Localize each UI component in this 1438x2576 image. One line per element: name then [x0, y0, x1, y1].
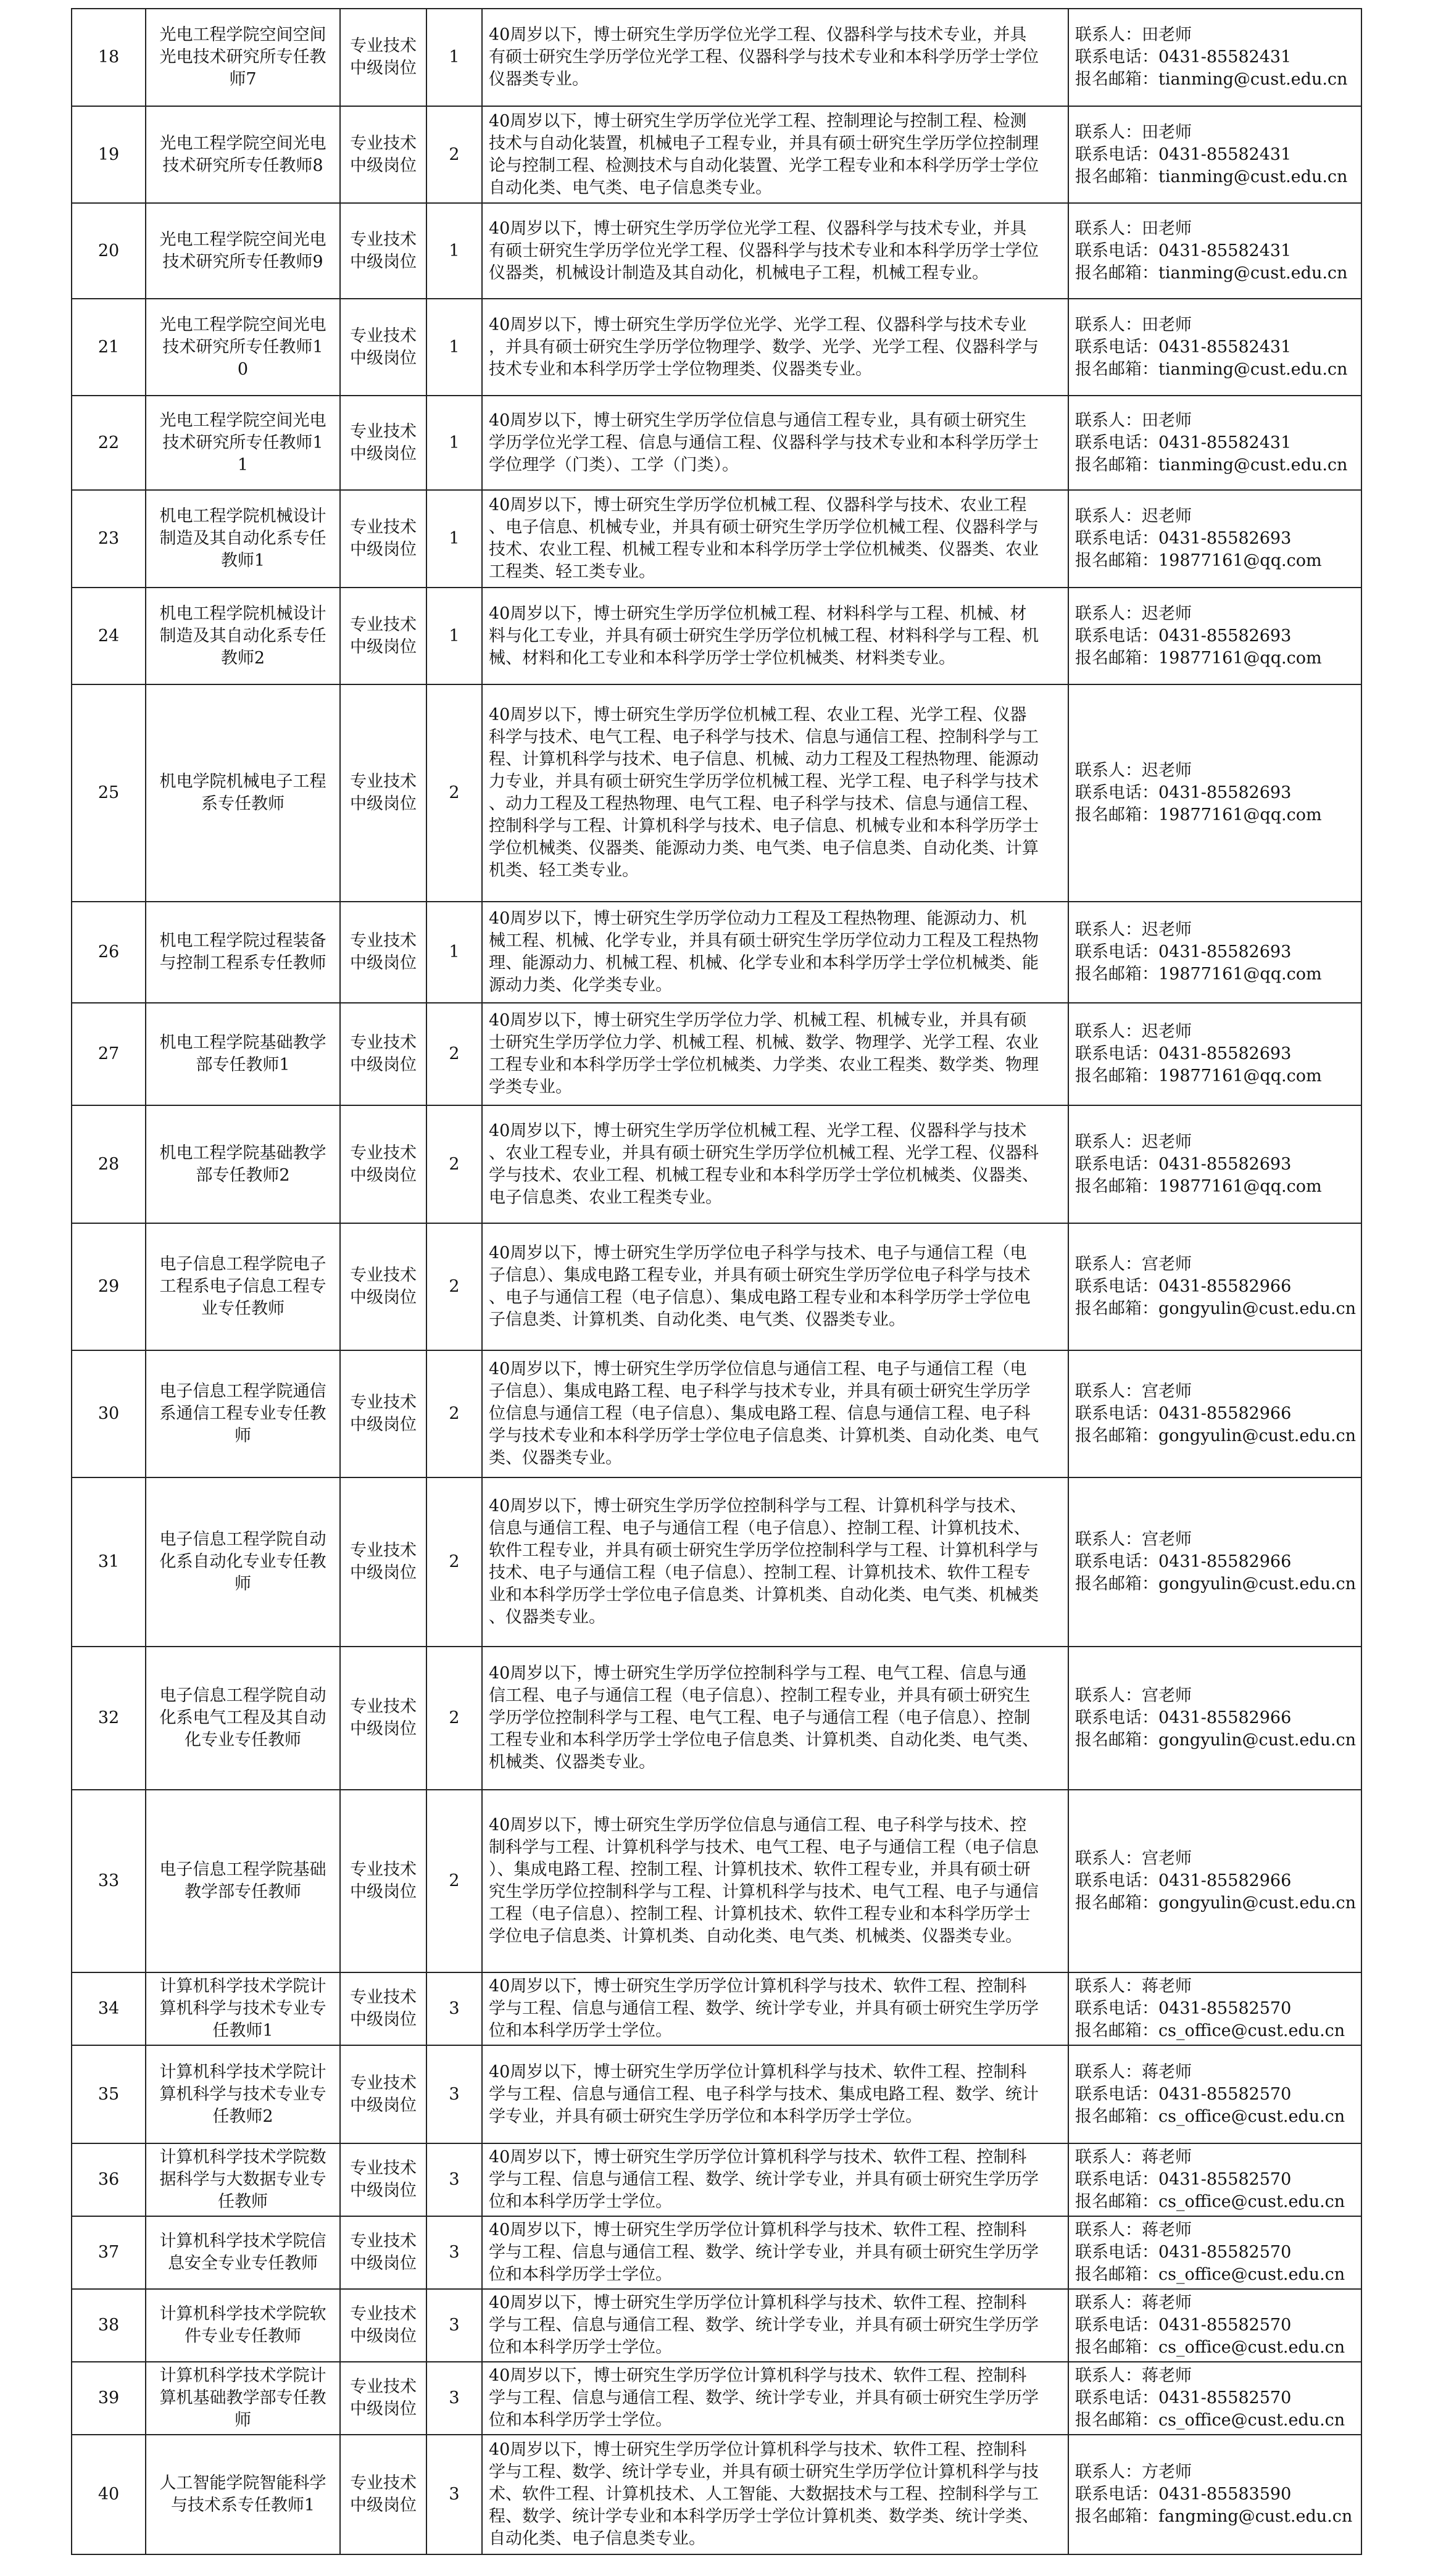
contact-phone: 联系电话：0431-85582966: [1075, 1708, 1292, 1727]
contact-email[interactable]: 报名邮箱：gongyulin@cust.edu.cn: [1075, 1893, 1357, 1913]
contact-person: 联系人：宫老师: [1075, 1255, 1192, 1274]
position-type: 专业技术 中级岗位: [340, 2289, 426, 2362]
requirement-text: 40周岁以下，博士研究生学历学位光学工程、控制理论与控制工程、检测 技术与自动化装置，机械电子工程专业，并具有硕士研究生学历学位控制理 论与控制工程、检测技术与自动化装置、光学工程专业和本科学历学士学位 自动化类、电气类、电子信息类专业。: [482, 106, 1068, 203]
table-row: [72, 106, 1361, 203]
table-row: [72, 1647, 1361, 1790]
position-name: 光电工程学院空间光电 技术研究所专任教师1 0: [146, 299, 340, 396]
requirement-text: 40周岁以下，博士研究生学历学位动力工程及工程热物理、能源动力、机 械工程、机械、化学专业，并具有硕士研究生学历学位动力工程及工程热物 理、能源动力、机械工程、机械、化学专业和本科学历学士学位机械类、能 源动力类、化学类专业。: [482, 902, 1068, 1003]
position-type: 专业技术 中级岗位: [340, 299, 426, 396]
row-number: 23: [72, 490, 146, 588]
table-body: [72, 9, 1361, 2554]
position-name: 电子信息工程学院电子 工程系电子信息工程专 业专任教师: [146, 1223, 340, 1350]
contact-info: [1068, 2216, 1361, 2289]
row-number: 39: [72, 2362, 146, 2435]
contact-person: 联系人：方老师: [1075, 2462, 1192, 2482]
position-name: 计算机科学技术学院计 算机基础教学部专任教 师: [146, 2362, 340, 2435]
position-type: 专业技术 中级岗位: [340, 2435, 426, 2554]
position-type: 专业技术 中级岗位: [340, 1105, 426, 1223]
table-row: [72, 490, 1361, 588]
requirement-text: 40周岁以下，博士研究生学历学位计算机科学与技术、软件工程、控制科 学与工程、信息与通信工程、数学、统计学专业，并具有硕士研究生学历学 位和本科学历学士学位。: [482, 2362, 1068, 2435]
hiring-count: 2: [426, 1223, 482, 1350]
table-row: [72, 299, 1361, 396]
hiring-count: 1: [426, 299, 482, 396]
row-number: 33: [72, 1790, 146, 1972]
contact-phone: 联系电话：0431-85582431: [1075, 337, 1292, 357]
requirement-text: 40周岁以下，博士研究生学历学位信息与通信工程专业，具有硕士研究生 学历学位光学工程、信息与通信工程、仪器科学与技术专业和本科学历学士 学位理学（门类）、工学（门类）。: [482, 396, 1068, 490]
requirement-text: 40周岁以下，博士研究生学历学位光学、光学工程、仪器科学与技术专业 ，并具有硕士研究生学历学位物理学、数学、光学、光学工程、仪器科学与 技术专业和本科学历学士学位物理类、仪器类专业。: [482, 299, 1068, 396]
position-name: 机电工程学院基础教学 部专任教师1: [146, 1003, 340, 1105]
position-name: 光电工程学院空间空间 光电技术研究所专任教 师7: [146, 9, 340, 106]
position-name: 计算机科学技术学院计 算机科学与技术专业专 任教师1: [146, 1972, 340, 2045]
hiring-count: 3: [426, 2143, 482, 2216]
contact-person: 联系人：蒋老师: [1075, 2366, 1192, 2385]
requirement-text: 40周岁以下，博士研究生学历学位计算机科学与技术、软件工程、控制科 学与工程、信息与通信工程、数学、统计学专业，并具有硕士研究生学历学 位和本科学历学士学位。: [482, 2289, 1068, 2362]
contact-info: [1068, 684, 1361, 902]
contact-person: 联系人：迟老师: [1075, 507, 1192, 526]
hiring-count: 1: [426, 203, 482, 299]
table-row: [72, 9, 1361, 106]
contact-person: 联系人：宫老师: [1075, 1849, 1192, 1868]
hiring-count: 3: [426, 2435, 482, 2554]
contact-info: [1068, 396, 1361, 490]
row-number: 32: [72, 1647, 146, 1790]
contact-info: [1068, 2289, 1361, 2362]
position-name: 电子信息工程学院自动 化系自动化专业专任教 师: [146, 1477, 340, 1647]
position-type: 专业技术 中级岗位: [340, 2216, 426, 2289]
position-type: 专业技术 中级岗位: [340, 1223, 426, 1350]
position-type: 专业技术 中级岗位: [340, 684, 426, 902]
position-name: 电子信息工程学院基础 教学部专任教师: [146, 1790, 340, 1972]
requirement-text: 40周岁以下，博士研究生学历学位机械工程、光学工程、仪器科学与技术 、农业工程专业，并具有硕士研究生学历学位机械工程、光学工程、仪器科 学与技术、农业工程、机械工程专业和本科学历学士学位机械类、仪器类、 电子信息类、农业工程类专业。: [482, 1105, 1068, 1223]
contact-person: 联系人：迟老师: [1075, 761, 1192, 780]
requirement-text: 40周岁以下，博士研究生学历学位光学工程、仪器科学与技术专业，并具 有硕士研究生学历学位光学工程、仪器科学与技术专业和本科学历学士学位 仪器类专业。: [482, 9, 1068, 106]
row-number: 25: [72, 684, 146, 902]
hiring-count: 1: [426, 490, 482, 588]
contact-person: 联系人：宫老师: [1075, 1530, 1192, 1549]
contact-phone: 联系电话：0431-85582966: [1075, 1871, 1292, 1890]
contact-person: 联系人：田老师: [1075, 315, 1192, 334]
table-row: [72, 203, 1361, 299]
table-row: [72, 1350, 1361, 1477]
row-number: 24: [72, 588, 146, 684]
contact-person: 联系人：田老师: [1075, 218, 1192, 238]
position-type: 专业技术 中级岗位: [340, 1972, 426, 2045]
contact-email[interactable]: 报名邮箱：cs_office@cust.edu.cn: [1075, 2338, 1345, 2357]
requirement-text: 40周岁以下，博士研究生学历学位机械工程、材料科学与工程、机械、材 料与化工专业，并具有硕士研究生学历学位机械工程、材料科学与工程、机 械、材料和化工专业和本科学历学士学位机械类、材料类专业。: [482, 588, 1068, 684]
contact-email[interactable]: 报名邮箱：cs_office@cust.edu.cn: [1075, 2411, 1345, 2430]
contact-info: [1068, 902, 1361, 1003]
contact-info: [1068, 2362, 1361, 2435]
requirement-text: 40周岁以下，博士研究生学历学位控制科学与工程、电气工程、信息与通 信工程、电子与通信工程（电子信息）、控制工程专业，并具有硕士研究生 学历学位控制科学与工程、电气工程、电子与通信工程（电子信息）、控制 工程专业和本科学历学士学位电子信息类、计算机类、自动化类、电气类、 机械类、仪器类专业。: [482, 1647, 1068, 1790]
position-name: 计算机科学技术学院软 件专业专任教师: [146, 2289, 340, 2362]
contact-info: [1068, 1223, 1361, 1350]
requirement-text: 40周岁以下，博士研究生学历学位信息与通信工程、电子与通信工程（电 子信息）、集成电路工程、电子科学与技术专业，并具有硕士研究生学历学 位信息与通信工程（电子信息）、集成电路工程、信息与通信工程、电子科 学与技术专业和本科学历学士学位电子信息类、计算机类、自动化类、电气 类、仪器类专业。: [482, 1350, 1068, 1477]
requirement-text: 40周岁以下，博士研究生学历学位计算机科学与技术、软件工程、控制科 学与工程、信息与通信工程、电子科学与技术、集成电路工程、数学、统计 学专业，并具有硕士研究生学历学位和本科学历学士学位。: [482, 2045, 1068, 2143]
hiring-count: 1: [426, 9, 482, 106]
position-name: 光电工程学院空间光电 技术研究所专任教师1 1: [146, 396, 340, 490]
hiring-count: 3: [426, 2289, 482, 2362]
contact-email[interactable]: 报名邮箱：19877161@qq.com: [1075, 1176, 1322, 1196]
contact-email[interactable]: 报名邮箱：cs_office@cust.edu.cn: [1075, 2192, 1345, 2211]
row-number: 31: [72, 1477, 146, 1647]
position-name: 计算机科学技术学院信 息安全专业专任教师: [146, 2216, 340, 2289]
row-number: 35: [72, 2045, 146, 2143]
table-row: [72, 2216, 1361, 2289]
contact-email[interactable]: 报名邮箱：19877161@qq.com: [1075, 1066, 1322, 1086]
position-type: 专业技术 中级岗位: [340, 2143, 426, 2216]
requirement-text: 40周岁以下，博士研究生学历学位机械工程、仪器科学与技术、农业工程 、电子信息、机械专业，并具有硕士研究生学历学位机械工程、仪器科学与 技术、农业工程、机械工程专业和本科学历学士学位机械类、仪器类、农业 工程类、轻工类专业。: [482, 490, 1068, 588]
table-row: [72, 1105, 1361, 1223]
table-row: [72, 396, 1361, 490]
contact-person: 联系人：蒋老师: [1075, 1977, 1192, 1996]
contact-person: 联系人：迟老师: [1075, 604, 1192, 623]
contact-email[interactable]: 报名邮箱：cs_office@cust.edu.cn: [1075, 2106, 1345, 2126]
table-row: [72, 1003, 1361, 1105]
contact-phone: 联系电话：0431-85582693: [1075, 1154, 1292, 1174]
table-row: [72, 1790, 1361, 1972]
position-type: 专业技术 中级岗位: [340, 902, 426, 1003]
contact-phone: 联系电话：0431-85582431: [1075, 433, 1292, 452]
row-number: 20: [72, 203, 146, 299]
recruitment-table: [71, 8, 1362, 2555]
contact-info: [1068, 1477, 1361, 1647]
hiring-count: 3: [426, 2045, 482, 2143]
contact-phone: 联系电话：0431-85582693: [1075, 942, 1292, 962]
contact-person: 联系人：蒋老师: [1075, 2293, 1192, 2312]
contact-email[interactable]: 报名邮箱：cs_office@cust.edu.cn: [1075, 2265, 1345, 2284]
row-number: 28: [72, 1105, 146, 1223]
position-name: 电子信息工程学院自动 化系电气工程及其自动 化专业专任教师: [146, 1647, 340, 1790]
contact-person: 联系人：迟老师: [1075, 1022, 1192, 1041]
contact-info: [1068, 1972, 1361, 2045]
contact-info: [1068, 106, 1361, 203]
contact-phone: 联系电话：0431-85582570: [1075, 2243, 1292, 2262]
contact-phone: 联系电话：0431-85582570: [1075, 1999, 1292, 2018]
table-row: [72, 902, 1361, 1003]
contact-person: 联系人：田老师: [1075, 410, 1192, 430]
contact-info: [1068, 1647, 1361, 1790]
table-row: [72, 588, 1361, 684]
hiring-count: 2: [426, 106, 482, 203]
position-type: 专业技术 中级岗位: [340, 490, 426, 588]
contact-info: [1068, 1105, 1361, 1223]
position-type: 专业技术 中级岗位: [340, 203, 426, 299]
table-row: [72, 1223, 1361, 1350]
requirement-text: 40周岁以下，博士研究生学历学位控制科学与工程、计算机科学与技术、 信息与通信工程、电子与通信工程（电子信息）、控制工程、计算机技术、 软件工程专业，并具有硕士研究生学历学位控制科学与工程、计算机科学与 技术、电子与通信工程（电子信息）、控制工程、计算机技术、软件工程专 业和本科学历学士学位电子信息类、计算机类、自动化类、电气类、机械类 、仪器类专业。: [482, 1477, 1068, 1647]
row-number: 18: [72, 9, 146, 106]
contact-phone: 联系电话：0431-85582570: [1075, 2316, 1292, 2335]
table-row: [72, 2289, 1361, 2362]
row-number: 34: [72, 1972, 146, 2045]
contact-email[interactable]: 报名邮箱：gongyulin@cust.edu.cn: [1075, 1730, 1357, 1750]
contact-phone: 联系电话：0431-85582570: [1075, 2388, 1292, 2408]
position-type: 专业技术 中级岗位: [340, 1003, 426, 1105]
hiring-count: 3: [426, 2362, 482, 2435]
row-number: 36: [72, 2143, 146, 2216]
contact-info: [1068, 9, 1361, 106]
requirement-text: 40周岁以下，博士研究生学历学位电子科学与技术、电子与通信工程（电 子信息）、集成电路工程专业，并具有硕士研究生学历学位电子科学与技术 、电子与通信工程（电子信息）、集成电路工程专业和本科学历学士学位电 子信息类、计算机类、自动化类、电气类、仪器类专业。: [482, 1223, 1068, 1350]
table-row: [72, 2143, 1361, 2216]
contact-person: 联系人：蒋老师: [1075, 2062, 1192, 2082]
row-number: 38: [72, 2289, 146, 2362]
row-number: 21: [72, 299, 146, 396]
contact-person: 联系人：宫老师: [1075, 1382, 1192, 1401]
hiring-count: 3: [426, 1972, 482, 2045]
requirement-text: 40周岁以下，博士研究生学历学位力学、机械工程、机械专业，并具有硕 士研究生学历学位力学、机械工程、机械、数学、物理学、光学工程、农业 工程专业和本科学历学士学位机械类、力学类、农业工程类、数学类、物理 学类专业。: [482, 1003, 1068, 1105]
row-number: 27: [72, 1003, 146, 1105]
contact-email[interactable]: 报名邮箱：gongyulin@cust.edu.cn: [1075, 1574, 1357, 1593]
contact-info: [1068, 1003, 1361, 1105]
hiring-count: 2: [426, 1790, 482, 1972]
position-type: 专业技术 中级岗位: [340, 9, 426, 106]
contact-email[interactable]: 报名邮箱：tianming@cust.edu.cn: [1075, 359, 1348, 379]
contact-info: [1068, 588, 1361, 684]
contact-email[interactable]: 报名邮箱：gongyulin@cust.edu.cn: [1075, 1299, 1357, 1318]
contact-info: [1068, 203, 1361, 299]
requirement-text: 40周岁以下，博士研究生学历学位机械工程、农业工程、光学工程、仪器 科学与技术、电气工程、电子科学与技术、信息与通信工程、控制科学与工 程、计算机科学与技术、电子信息、机械、动力工程及工程热物理、能源动 力专业，并具有硕士研究生学历学位机械工程、光学工程、电子科学与技术 、动力工程及工程热物理、电气工程、电子科学与技术、信息与通信工程、 控制科学与工程、计算机科学与技术、电子信息、机械专业和本科学历学士 学位机械类、仪器类、能源动力类、电气类、电子信息类、自动化类、计算 机类、轻工类专业。: [482, 684, 1068, 902]
contact-email[interactable]: 报名邮箱：gongyulin@cust.edu.cn: [1075, 1426, 1357, 1445]
contact-info: [1068, 299, 1361, 396]
position-name: 机电工程学院机械设计 制造及其自动化系专任 教师1: [146, 490, 340, 588]
contact-phone: 联系电话：0431-85582693: [1075, 626, 1292, 646]
contact-email[interactable]: 报名邮箱：tianming@cust.edu.cn: [1075, 167, 1348, 186]
contact-phone: 联系电话：0431-85582693: [1075, 1044, 1292, 1063]
position-name: 计算机科学技术学院数 据科学与大数据专业专 任教师: [146, 2143, 340, 2216]
row-number: 30: [72, 1350, 146, 1477]
hiring-count: 1: [426, 588, 482, 684]
table-row: [72, 2362, 1361, 2435]
contact-phone: 联系电话：0431-85582431: [1075, 241, 1292, 260]
position-type: 专业技术 中级岗位: [340, 2362, 426, 2435]
hiring-count: 3: [426, 2216, 482, 2289]
contact-person: 联系人：蒋老师: [1075, 2221, 1192, 2240]
table-row: [72, 1972, 1361, 2045]
requirement-text: 40周岁以下，博士研究生学历学位信息与通信工程、电子科学与技术、控 制科学与工程、计算机科学与技术、电气工程、电子与通信工程（电子信息 ）、集成电路工程、控制工程、计算机技术、软件工程专业，并具有硕士研 究生学历学位控制科学与工程、计算机科学与技术、电气工程、电子与通信 工程（电子信息）、控制工程、计算机技术、软件工程专业和本科学历学士 学位电子信息类、计算机类、自动化类、电气类、机械类、仪器类专业。: [482, 1790, 1068, 1972]
contact-info: [1068, 2045, 1361, 2143]
contact-phone: 联系电话：0431-85582570: [1075, 2084, 1292, 2104]
requirement-text: 40周岁以下，博士研究生学历学位计算机科学与技术、软件工程、控制科 学与工程、信息与通信工程、数学、统计学专业，并具有硕士研究生学历学 位和本科学历学士学位。: [482, 2216, 1068, 2289]
contact-email[interactable]: 报名邮箱：cs_office@cust.edu.cn: [1075, 2021, 1345, 2040]
hiring-count: 1: [426, 396, 482, 490]
hiring-count: 2: [426, 1647, 482, 1790]
position-type: 专业技术 中级岗位: [340, 588, 426, 684]
contact-phone: 联系电话：0431-85582693: [1075, 529, 1292, 548]
position-name: 计算机科学技术学院计 算机科学与技术专业专 任教师2: [146, 2045, 340, 2143]
position-name: 机电学院机械电子工程 系专任教师: [146, 684, 340, 902]
hiring-count: 2: [426, 1477, 482, 1647]
contact-phone: 联系电话：0431-85582966: [1075, 1277, 1292, 1296]
row-number: 29: [72, 1223, 146, 1350]
row-number: 26: [72, 902, 146, 1003]
contact-email[interactable]: 报名邮箱：tianming@cust.edu.cn: [1075, 263, 1348, 283]
contact-email[interactable]: 报名邮箱：19877161@qq.com: [1075, 805, 1322, 825]
contact-email[interactable]: 报名邮箱：tianming@cust.edu.cn: [1075, 455, 1348, 475]
contact-person: 联系人：迟老师: [1075, 920, 1192, 939]
contact-person: 联系人：迟老师: [1075, 1132, 1192, 1152]
contact-person: 联系人：宫老师: [1075, 1686, 1192, 1705]
contact-info: [1068, 490, 1361, 588]
contact-info: [1068, 1790, 1361, 1972]
contact-phone: 联系电话：0431-85582570: [1075, 2170, 1292, 2189]
position-type: 专业技术 中级岗位: [340, 1790, 426, 1972]
row-number: 19: [72, 106, 146, 203]
position-name: 人工智能学院智能科学 与技术系专任教师1: [146, 2435, 340, 2554]
contact-person: 联系人：田老师: [1075, 122, 1192, 142]
contact-email[interactable]: 报名邮箱：fangming@cust.edu.cn: [1075, 2507, 1353, 2526]
contact-info: [1068, 2143, 1361, 2216]
position-type: 专业技术 中级岗位: [340, 1350, 426, 1477]
hiring-count: 1: [426, 902, 482, 1003]
hiring-count: 2: [426, 1003, 482, 1105]
position-name: 光电工程学院空间光电 技术研究所专任教师9: [146, 203, 340, 299]
table-row: [72, 2435, 1361, 2554]
position-name: 机电工程学院机械设计 制造及其自动化系专任 教师2: [146, 588, 340, 684]
position-name: 光电工程学院空间光电 技术研究所专任教师8: [146, 106, 340, 203]
hiring-count: 2: [426, 1105, 482, 1223]
contact-person: 联系人：蒋老师: [1075, 2148, 1192, 2167]
row-number: 37: [72, 2216, 146, 2289]
contact-email[interactable]: 报名邮箱：tianming@cust.edu.cn: [1075, 70, 1348, 89]
requirement-text: 40周岁以下，博士研究生学历学位计算机科学与技术、软件工程、控制科 学与工程、信息与通信工程、数学、统计学专业，并具有硕士研究生学历学 位和本科学历学士学位。: [482, 1972, 1068, 2045]
contact-email[interactable]: 报名邮箱：19877161@qq.com: [1075, 551, 1322, 570]
position-type: 专业技术 中级岗位: [340, 106, 426, 203]
table-row: [72, 2045, 1361, 2143]
requirement-text: 40周岁以下，博士研究生学历学位计算机科学与技术、软件工程、控制科 学与工程、信息与通信工程、数学、统计学专业，并具有硕士研究生学历学 位和本科学历学士学位。: [482, 2143, 1068, 2216]
row-number: 22: [72, 396, 146, 490]
contact-info: [1068, 1350, 1361, 1477]
requirement-text: 40周岁以下，博士研究生学历学位计算机科学与技术、软件工程、控制科 学与工程、数学、统计学专业，并具有硕士研究生学历学位计算机科学与技 术、软件工程、计算机技术、人工智能、大数据技术与工程、控制科学与工 程、数学、统计学专业和本科学历学士学位计算机类、数学类、统计学类、 自动化类、电子信息类专业。: [482, 2435, 1068, 2554]
contact-phone: 联系电话：0431-85582431: [1075, 48, 1292, 67]
contact-phone: 联系电话：0431-85583590: [1075, 2485, 1292, 2504]
contact-email[interactable]: 报名邮箱：19877161@qq.com: [1075, 648, 1322, 668]
contact-email[interactable]: 报名邮箱：19877161@qq.com: [1075, 965, 1322, 984]
contact-phone: 联系电话：0431-85582966: [1075, 1404, 1292, 1423]
position-name: 机电工程学院基础教学 部专任教师2: [146, 1105, 340, 1223]
position-type: 专业技术 中级岗位: [340, 2045, 426, 2143]
position-type: 专业技术 中级岗位: [340, 1647, 426, 1790]
position-name: 电子信息工程学院通信 系通信工程专业专任教 师: [146, 1350, 340, 1477]
contact-phone: 联系电话：0431-85582431: [1075, 144, 1292, 164]
table-row: [72, 684, 1361, 902]
hiring-count: 2: [426, 1350, 482, 1477]
position-name: 机电工程学院过程装备 与控制工程系专任教师: [146, 902, 340, 1003]
requirement-text: 40周岁以下，博士研究生学历学位光学工程、仪器科学与技术专业，并具 有硕士研究生学历学位光学工程、仪器科学与技术专业和本科学历学士学位 仪器类，机械设计制造及其自动化，机械电子工程，机械工程专业。: [482, 203, 1068, 299]
table-row: [72, 1477, 1361, 1647]
contact-phone: 联系电话：0431-85582693: [1075, 783, 1292, 802]
hiring-count: 2: [426, 684, 482, 902]
contact-info: [1068, 2435, 1361, 2554]
position-type: 专业技术 中级岗位: [340, 396, 426, 490]
contact-phone: 联系电话：0431-85582966: [1075, 1552, 1292, 1571]
contact-person: 联系人：田老师: [1075, 25, 1192, 44]
position-type: 专业技术 中级岗位: [340, 1477, 426, 1647]
row-number: 40: [72, 2435, 146, 2554]
